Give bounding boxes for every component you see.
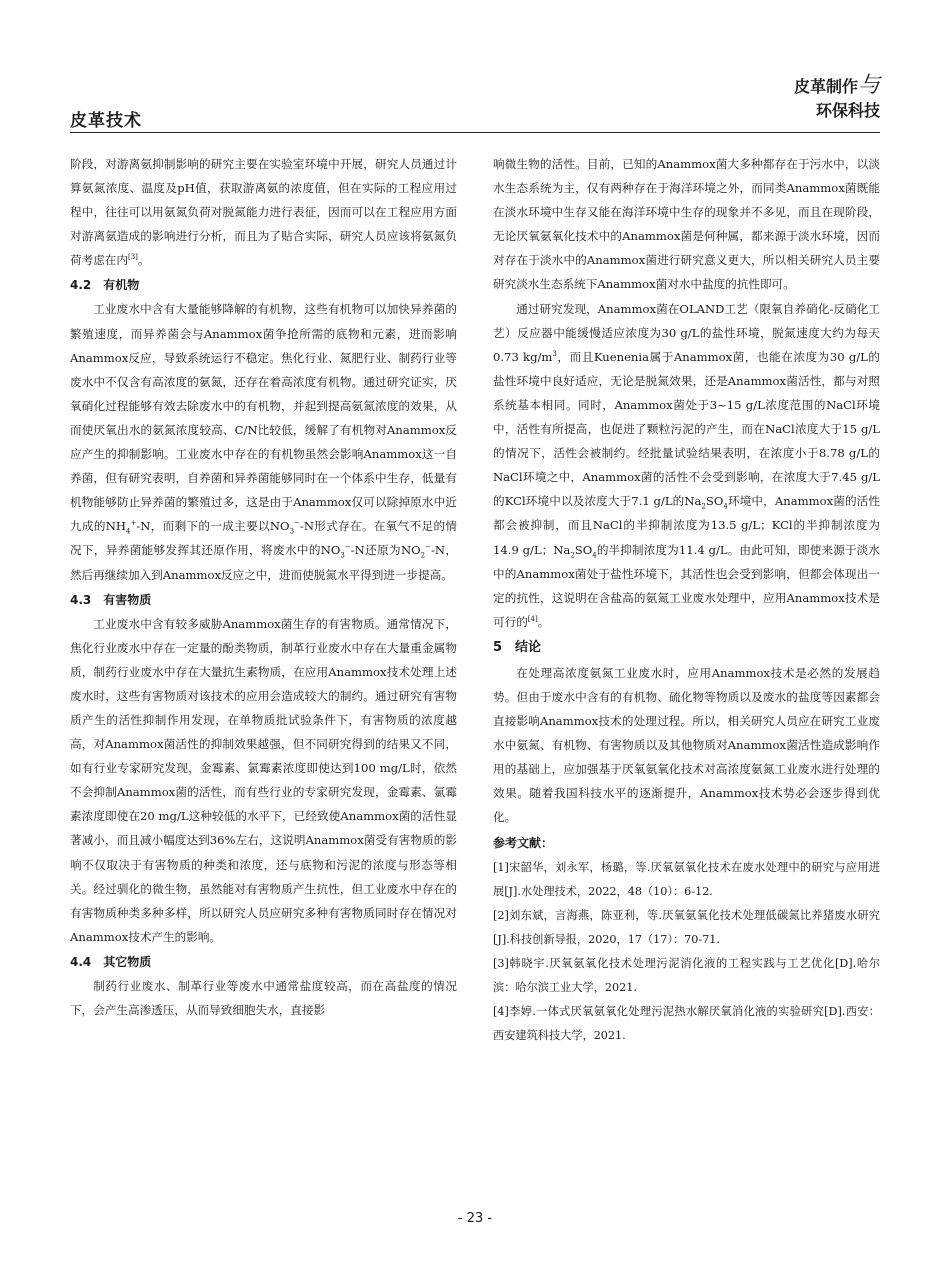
journal-right-line2: 环保科技: [815, 101, 880, 120]
section-heading-5: 5 结论: [493, 639, 542, 655]
reference-item: [1]宋韶华，刘永军，杨璐，等.厌氧氨氧化技术在废水处理中的研究与应用进展[J].水处理技术，2022，48（10）：6-12.: [493, 860, 880, 898]
page-number: - 23 -: [457, 1211, 493, 1226]
journal-right-symbol: 与: [857, 73, 880, 98]
paragraph: 工业废水中含有大量能够降解的有机物，这些有机物可以加快异养菌的繁殖速度，而异养菌会与Anammox菌争抢所需的底物和元素，进而影响Anammox反应，导致系统运行不稳定。焦化行业、氮肥行业、制药行业等废水中不仅含有高浓度的氨氮，还存在着高浓度有机物。通过研究证实，厌氧硝化过程能够有效去除废水中的有机物，并起到提高氨氮浓度的效果，从而使厌氧出水的氨氮浓度较高、C/N比较低，缓解了有机物对Anammox反应产生的抑制影响。工业废水中存在的有机物虽然会影响Anammox这一自养菌，但有研究表明，自养菌和异养菌能够同时在一个体系中生存，低量有机物能够防止异养菌的繁殖过多，这是由于Anammox仅可以除掉原水中近九成的$NH_4^+-N$，而剩下的一成主要以$NO_3^--N$形式存在。在氧气不足的情况下，异养菌能够发挥其还原作用，将废水中的$NO_3^--N$还原为$NO_2^--N$，然后再继续加入到Anammox反应之中，进而使脱氮水平得到进一步提高。: [70, 302, 458, 582]
right-column: [493, 152, 880, 1048]
reference-item: [4]李婷.一体式厌氧氨氧化处理污泥热水解厌氧消化液的实验研究[D].西安：西安建筑科技大学，2021.: [493, 1004, 880, 1042]
citation[interactable]: [4]: [527, 614, 538, 623]
journal-name-right: [794, 74, 880, 123]
citation[interactable]: [3]: [127, 253, 138, 262]
paragraph: 阶段，对游离氨抑制影响的研究主要在实验室环境中开展，研究人员通过计算氨氮浓度、温度及pH值，获取游离氨的浓度值，但在实际的工程应用过程中，往往可以用氨氮负荷对脱氮能力进行表征，因而可以在工程应用方面对游离氨造成的影响进行分析，而且为了贴合实际，研究人员应该将氨氮负荷考虑在内[3]。: [70, 157, 457, 268]
paragraph: 工业废水中含有较多威胁Anammox菌生存的有害物质。通常情况下，焦化行业废水中存在一定量的酚类物质，制革行业废水中存在大量重金属物质，制药行业废水中存在大量抗生素物质，在应用Anammox技术处理上述废水时，这些有害物质对该技术的应用会造成较大的制约。通过研究有害物质产生的活性抑制作用发现，在单物质批试验条件下，有害物质的浓度越高，对Anammox菌活性的抑制效果越强，但不同研究得到的结果又不同，如有行业专家研究发现，金霉素、氯霉素浓度即使达到100 mg/L时，依然不会抑制Anammox菌的活性，而有些行业的专家研究发现，金霉素、氯霉素浓度即使在20 mg/L这种较低的水平下，已经致使Anammox菌的活性显著减小，而且减小幅度达到36%左右，这说明Anammox菌受有害物质的影响不仅取决于有害物质的种类和浓度，还与底物和污泥的浓度与形态等相关。经过驯化的微生物，虽然能对有害物质产生抗性，但工业废水中存在的有害物质种类多种多样，所以研究人员应研究多种有害物质同时存在情况对Anammox技术产生的影响。: [70, 616, 457, 944]
reference-item: [2]刘东斌，言海燕，陈亚利，等.厌氧氨氧化技术处理低碳氮比养猪废水研究[J].科技创新导报，2020，17（17）：70-71.: [493, 908, 880, 946]
paragraph: 在处理高浓度氨氮工业废水时，应用Anammox技术是必然的发展趋势。但由于废水中含有的有机物、硫化物等物质以及废水的盐度等因素都会直接影响Anammox技术的处理过程。所以，相关研究人员应在研究工业废水中氨氮、有机物、有害物质以及其他物质对Anammox菌活性造成影响作用的基础上，应加强基于厌氧氨氧化技术对高浓度氨氮工业废水进行处理的效果。随着我国科技水平的逐渐提升，Anammox技术势必会逐步得到优化。: [493, 665, 880, 825]
section-heading-4-2: 4.2 有机物: [70, 278, 140, 293]
section-heading-4-3: 4.3 有害物质: [70, 592, 152, 607]
references-heading: 参考文献：: [493, 835, 554, 850]
reference-item: [3]韩晓宇.厌氧氨氧化技术处理污泥消化液的工程实践与工艺优化[D].哈尔滨：哈尔滨工业大学，2021.: [493, 956, 880, 994]
paragraph: 响微生物的活性。目前，已知的Anammox菌大多种都存在于污水中，以淡水生态系统为主，仅有两种存在于海洋环境之外，而同类Anammox菌既能在淡水环境中生存又能在海洋环境中生存的现象并不多见，而且在现阶段，无论厌氧氨氧化技术中的Anammox菌是何种属，都来源于淡水环境，因而对存在于淡水中的Anammox菌进行研究意义更大，所以相关研究人员主要研究淡水生态系统下Anammox菌对水中盐度的抗性即可。: [493, 157, 880, 292]
journal-right-line1: 皮革制作: [793, 77, 858, 96]
paragraph: 制药行业废水、制革行业等废水中通常盐度较高，而在高盐度的情况下，会产生高渗透压，从而导致细胞失水，直接影: [70, 978, 457, 1017]
journal-name-left: 皮革技术: [70, 111, 142, 131]
left-column: [70, 152, 457, 1022]
paragraph: 通过研究发现，Anammox菌在OLAND工艺（限氧自养硝化-反硝化工艺）反应器中能缓慢适应浓度为30 g/L的盐性环境，脱氮速度大约为每天0.73 $kg/m^3$，而且Kuenenia属于Anammox菌，也能在浓度为30 g/L的盐性环境中良好适应，无论是脱氮效果，还是Anammox菌活性，都与对照系统基本相同。同时，Anammox菌处于3~15 g/L浓度范围的NaCl环境中，活性有所提高，也促进了颗粒污泥的产生，而在NaCl浓度大于15 g/L的情况下，活性会被制约。经批量试验结果表明，在浓度小于8.78 g/L的NaCl环境之中，Anammox菌的活性不会受到影响，在浓度大于7.45 g/L的KCl环境中以及浓度大于7.1 g/L的$Na_2SO_4$环境中，Anammox菌的活性都会被抑制，而且NaCl的半抑制浓度为13.5 g/L；KCl的半抑制浓度为14.9 g/L；$Na_2SO_4$的半抑制浓度为11.4 g/L。由此可知，即使来源于淡水中的Anammox菌处于盐性环境下，其活性也会受到影响，但都会体现出一定的抗性，这说明在含盐高的氨氮工业废水处理中，应用Anammox技术是可行的[4]。: [493, 301, 880, 629]
section-heading-4-4: 4.4 其它物质: [70, 954, 152, 969]
header-rule: [70, 132, 880, 133]
